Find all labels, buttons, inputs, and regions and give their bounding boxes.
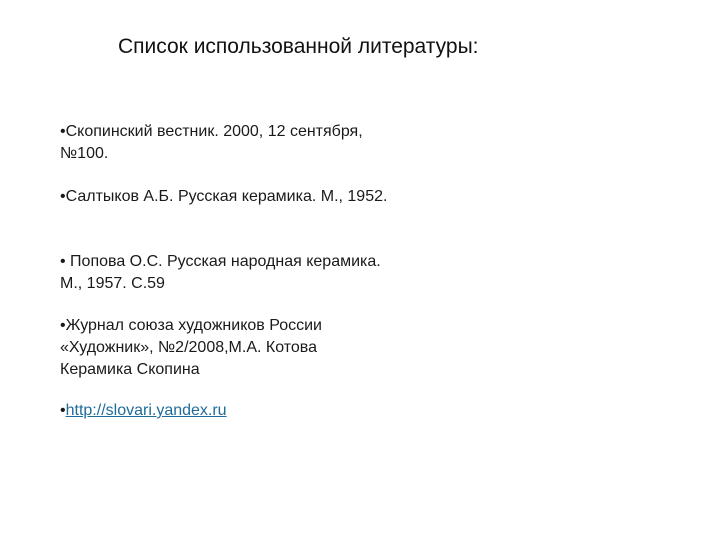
bullet: • xyxy=(60,402,66,419)
slide-title: Список использованной литературы: xyxy=(118,35,479,58)
bullet: • xyxy=(60,123,66,140)
bullet: • xyxy=(60,188,66,205)
bibliography-text: Салтыков А.Б. Русская керамика. М., 1952. xyxy=(65,188,388,205)
bibliography-item-4 xyxy=(60,315,390,381)
bullet: • xyxy=(60,317,66,334)
bullet: • xyxy=(60,253,71,270)
bibliography-item-1 xyxy=(60,121,390,165)
bibliography-item-5 xyxy=(60,400,390,422)
bibliography-text: Попова О.С. Русская народная керамика. М., 1957. С.59 xyxy=(60,253,381,292)
bibliography-item-3 xyxy=(60,251,390,295)
bibliography-text: Журнал союза художников России «Художник», №2/2008,М.А. Котова Керамика Скопина xyxy=(60,317,322,378)
bibliography-text: Скопинский вестник. 2000, 12 сентября, №100. xyxy=(60,123,363,162)
bibliography-item-2 xyxy=(60,186,390,208)
yandex-slovari-link[interactable]: http://slovari.yandex.ru xyxy=(65,402,227,419)
